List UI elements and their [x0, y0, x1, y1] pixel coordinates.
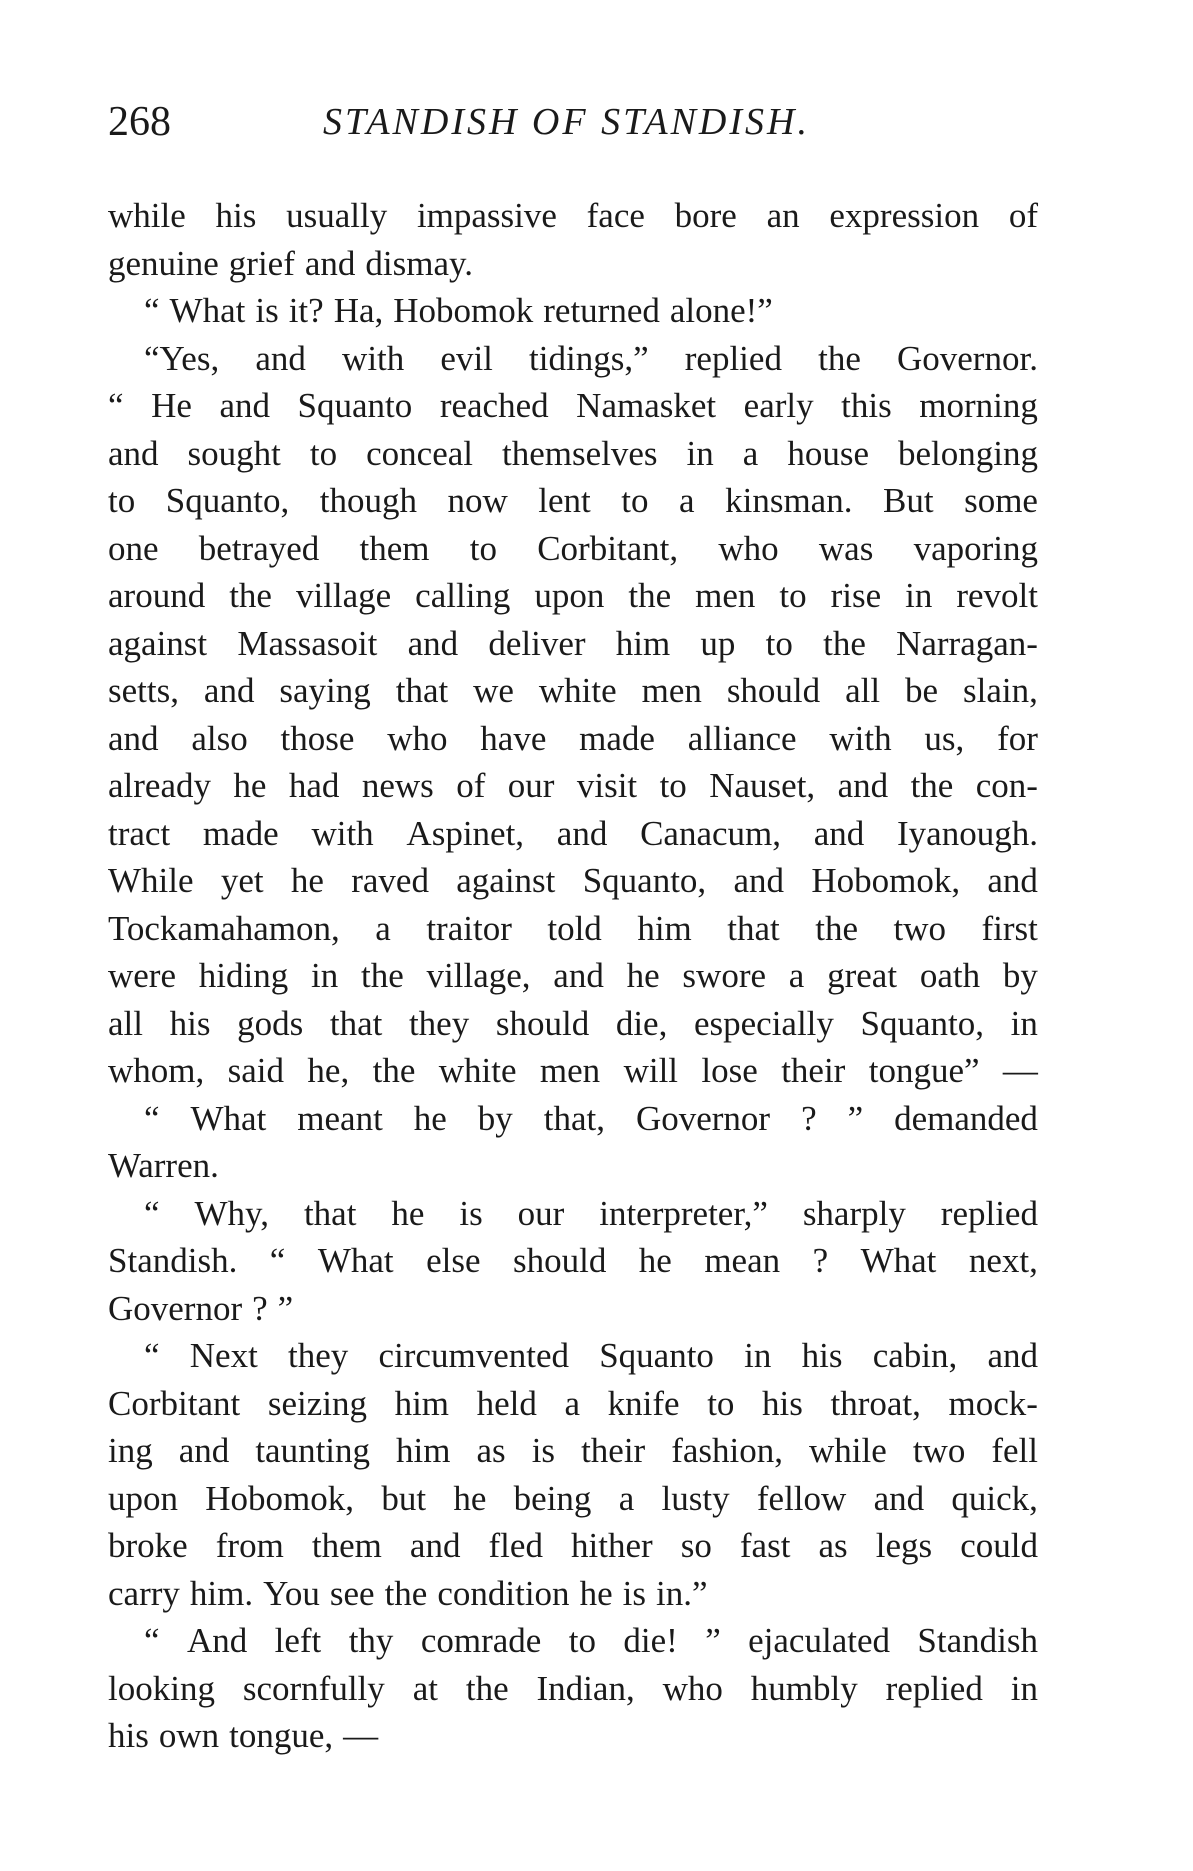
- text-line: Warren.: [108, 1146, 219, 1185]
- text-line: Tockamahamon, a traitor told him that the two first: [108, 908, 1038, 948]
- text-line: whom, said he, the white men will lose their tongue” —: [108, 1051, 1038, 1090]
- text-line: “ He and Squanto reached Namasket early this morning: [108, 386, 1038, 425]
- text-line: against Massasoit and deliver him up to the Narragan-: [108, 623, 1038, 663]
- text-line: Standish. “ What else should he mean ? What next,: [108, 1241, 1038, 1280]
- text-line: While yet he raved against Squanto, and Hobomok, and: [108, 861, 1038, 900]
- page-header: [108, 96, 1038, 156]
- text-line: already he had news of our visit to Nauset, and the con-: [108, 766, 1038, 805]
- text-line: around the village calling upon the men to rise in revolt: [108, 576, 1038, 615]
- text-line: tract made with Aspinet, and Canacum, and Iyanough.: [108, 813, 1038, 853]
- running-title: STANDISH OF STANDISH.: [323, 101, 810, 143]
- text-line: carry him. You see the condition he is in.”: [108, 1573, 708, 1613]
- text-line: “ And left thy comrade to die! ” ejaculated Standish: [144, 1621, 1038, 1660]
- text-line: Governor ? ”: [108, 1288, 294, 1328]
- text-line: “Yes, and with evil tidings,” replied the Governor.: [144, 338, 1038, 378]
- text-line: all his gods that they should die, especially Squanto, in: [108, 1003, 1038, 1043]
- text-line: were hiding in the village, and he swore a great oath by: [108, 956, 1038, 995]
- text-line: broke from them and fled hither so fast as legs could: [108, 1526, 1038, 1565]
- body-text: [108, 192, 1038, 1760]
- text-line: looking scornfully at the Indian, who humbly replied in: [108, 1668, 1038, 1708]
- text-line: ing and taunting him as is their fashion, while two fell: [108, 1431, 1038, 1470]
- text-line: Corbitant seizing him held a knife to his throat, mock-: [108, 1383, 1038, 1423]
- text-line: and sought to conceal themselves in a house belonging: [108, 433, 1038, 473]
- text-line: “ What is it? Ha, Hobomok returned alone!”: [144, 291, 773, 330]
- text-line: setts, and saying that we white men should all be slain,: [108, 671, 1038, 710]
- text-line: and also those who have made alliance with us, for: [108, 718, 1038, 758]
- text-line: “ What meant he by that, Governor ? ” demanded: [144, 1098, 1038, 1138]
- text-line: his own tongue, —: [108, 1716, 379, 1755]
- text-line: to Squanto, though now lent to a kinsman. But some: [108, 481, 1038, 520]
- text-line: while his usually impassive face bore an expression of: [108, 196, 1038, 235]
- text-line: “ Next they circumvented Squanto in his cabin, and: [144, 1336, 1038, 1375]
- text-line: genuine grief and dismay.: [108, 243, 474, 283]
- page-number: 268: [108, 99, 171, 145]
- text-line: one betrayed them to Corbitant, who was vaporing: [108, 528, 1038, 568]
- text-line: “ Why, that he is our interpreter,” sharply replied: [144, 1193, 1038, 1233]
- text-line: upon Hobomok, but he being a lusty fellow and quick,: [108, 1478, 1038, 1518]
